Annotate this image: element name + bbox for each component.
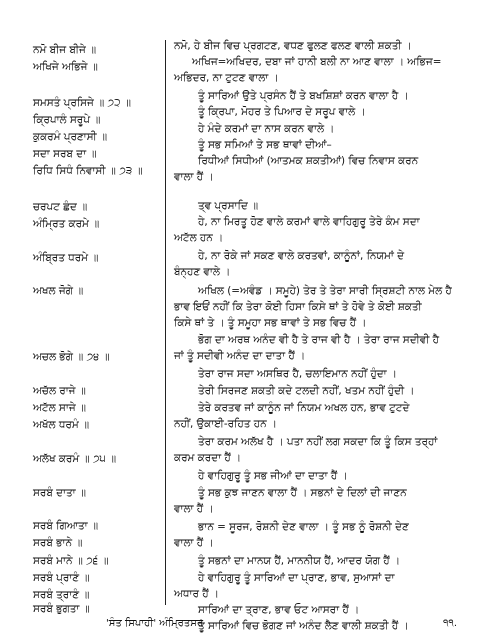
term-line: ਸਰਬੰ ਪ੍ਰਾਣੰ ॥ xyxy=(33,572,90,584)
explanation-line: ਭਾਨ = ਸੂਰਜ, ਰੋਸ਼ਨੀ ਦੇਣ ਵਾਲਾ । ਤੂੰ ਸਭ ਨੂੰ ਰੋਸ਼ਨੀ ਦੇਣ xyxy=(198,521,409,533)
explanation-line: ਤੂੰ ਸਭਨਾਂ ਦਾ ਮਾਨਯ ਹੈਂ, ਮਾਨਨੀਯ ਹੈਂ, ਆਦਰ ਯੋਗ ਹੈਂ । xyxy=(198,555,400,567)
term-line: ਕ੍ਰਿਪਾਲੰ ਸਰੂਪੇ ॥ xyxy=(33,114,101,126)
explanation-line: ਹੇ ਵਾਹਿਗੁਰੂ ਤੂੰ ਸਾਰਿਆਂ ਦਾ ਪ੍ਰਾਣ, ਭਾਵ, ਸੁਆਸਾਂ ਦਾ xyxy=(198,572,395,584)
explanation-line: ਅਖਿਜ=ਅਖਿਦਰ, ਦਬਾ ਜਾਂ ਹਾਨੀ ਬਲੀ ਨਾ ਆਣ ਵਾਲਾ । ਅਭਿਜ= xyxy=(192,56,442,68)
term-line: ਸਰਬੰ ਭਾਨੇ ॥ xyxy=(33,537,83,549)
explanation-line: ਵਾਲਾ ਹੈਂ । xyxy=(174,171,214,183)
term-line: ਕੁਕਰਮੰ ਪ੍ਰਣਾਸੀ ॥ xyxy=(33,131,107,143)
explanation-line: ਤੇਰਾ ਰਾਜ ਸਦਾ ਅਸਥਿਰ ਹੈ, ਚਲਾਇਮਾਨ ਨਹੀਂ ਹੁੰਦਾ । xyxy=(198,368,397,380)
explanation-line: ਅਧਾਰ ਹੈਂ । xyxy=(174,588,219,600)
term-line: ਅਖਲ ਜੋਗੇ ॥ xyxy=(33,285,84,297)
explanation-line: ਵਾਲਾ ਹੈਂ । xyxy=(174,537,214,549)
term-line: ਅਚਲ ਭੋਗੇ ॥ ੭੪ ॥ xyxy=(33,351,110,363)
term-line: ਰਿਧਿ ਸਿਧੰ ਨਿਵਾਸੀ ॥ ੭੩ ॥ xyxy=(33,165,143,177)
explanation-line: ਅਖਿਲ (=ਅਵੰਡ । ਸਮੂਹੇ) ਤੇਰ ਤੇ ਤੇਰਾ ਸਾਰੀ ਸ੍ਰਿਸ਼ਟੀ ਨਾਲ ਮੇਲ ਹੈ xyxy=(198,285,452,297)
explanation-line: ਤੇਰੀ ਸਿਰਜਣ ਸ਼ਕਤੀ ਕਦੇ ਟਲਦੀ ਨਹੀਂ, ਖਤਮ ਨਹੀਂ ਹੁੰਦੀ । xyxy=(198,385,415,397)
term-line: ਸਰਬੰ ਤ੍ਰਾਣੰ ॥ xyxy=(33,589,90,601)
explanation-line: ਹੇ ਵਾਹਿਗੁਰੂ ਤੂੰ ਸਭ ਜੀਆਂ ਦਾ ਦਾਤਾ ਹੈਂ । xyxy=(198,470,348,482)
term-line: ਸਰਬੰ ਮਾਨੇ ॥ ੭੬ ॥ xyxy=(33,555,109,567)
explanation-line: ਤ੍ਵ ਪ੍ਰਸਾਦਿ ॥ xyxy=(198,200,259,212)
explanation-line: ਭਾਵ ਇਓਂ ਨਹੀਂ ਕਿ ਤੇਰਾ ਕੋਈ ਹਿਸਾ ਕਿਸੇ ਥਾਂ ਤੇ ਹੋਵੇ ਤੇ ਕੋਈ ਸ਼ਕਤੀ xyxy=(174,301,422,313)
explanation-line: ਅਟੱਲ ਹਨ । xyxy=(174,232,224,244)
explanation-line: ਹੇ, ਨਾ ਰੋਕੇ ਜਾਂ ਸਕਣ ਵਾਲੇ ਕਰਤਵਾਂ, ਕਾਨੂੰਨਾਂ, ਨਿਯਮਾਂ ਦੇ xyxy=(198,250,404,262)
explanation-line: ਤੂੰ ਸਭ ਕੁਝ ਜਾਣਨ ਵਾਲਾ ਹੈਂ । ਸਭਨਾਂ ਦੇ ਦਿਲਾਂ ਦੀ ਜਾਣਨ xyxy=(198,487,407,499)
footer-book-title: 'ਸੰਤ ਸਿਪਾਹੀ' ਅੰਮ੍ਰਿਤਸਰ xyxy=(106,618,204,629)
explanation-line: ਤੇਰੇ ਕਰਤਵ ਜਾਂ ਕਾਨੂੰਨ ਜਾਂ ਨਿਯਮ ਅਖਲ ਹਨ, ਭਾਵ ਟੁਟਦੇ xyxy=(198,402,410,414)
term-line: ਸਰਬੰ ਗਿਆਤਾ ॥ xyxy=(33,520,98,532)
term-line: ਅੰਬ੍ਰਿਤ ਧਰਮੇ ॥ xyxy=(33,252,99,264)
explanation-line: ਰਿਧੀਆਂ ਸਿਧੀਆਂ (ਆਤਮਕ ਸ਼ਕਤੀਆਂ) ਵਿਚ ਨਿਵਾਸ ਕਰਨ xyxy=(198,155,419,167)
explanation-line: ਭੋਗ ਦਾ ਅਰਥ ਅਨੰਦ ਵੀ ਹੈ ਤੇ ਰਾਜ ਵੀ ਹੈ । ਤੇਰਾ ਰਾਜ ਸਦੀਵੀ ਹੈ xyxy=(198,334,440,346)
term-line: ਸਮਸਤੰ ਪ੍ਰਸਿਜੇ ॥ ੭੨ ॥ xyxy=(33,97,131,109)
term-line: ਅਚੱਲ ਰਾਜੇ ॥ xyxy=(33,385,86,397)
explanation-line: ਜਾਂ ਤੂੰ ਸਦੀਵੀ ਅਨੰਦ ਦਾ ਦਾਤਾ ਹੈਂ । xyxy=(174,350,306,362)
explanation-line: ਕਰਮ ਕਰਦਾ ਹੈਂ । xyxy=(174,452,242,464)
explanation-line: ਬੰਨ੍ਹਣ ਵਾਲੇ । xyxy=(174,266,231,278)
term-line: ਸਰਬੰ ਦਾਤਾ ॥ xyxy=(33,487,86,499)
explanation-line: ਤੂੰ ਸਭ ਸਮਿਆਂ ਤੇ ਸਭ ਥਾਵਾਂ ਦੀਆਂ– xyxy=(198,139,332,151)
footer-page-number: ੧੧. xyxy=(443,618,458,629)
explanation-line: ਨਮੋ, ਹੇ ਬੀਜ ਵਿਚ ਪ੍ਰਗਟਣ, ਵਧਣ ਫੁਲਣ ਫਲਣ ਵਾਲੀ ਸ਼ਕਤੀ । xyxy=(174,40,412,52)
term-line: ਅਖਿਜੇ ਅਭਿਜੇ ॥ xyxy=(33,61,98,73)
explanation-line: ਅਭਿਦਰ, ਨਾ ਟੁਟਣ ਵਾਲਾ । xyxy=(174,72,279,84)
term-line: ਸਰਬੰ ਭੁਗਤਾ ॥ xyxy=(33,603,90,615)
term-line: ਚਰਪਟ ਛੰਦ ॥ xyxy=(33,201,88,213)
explanation-line: ਹੇ ਮੰਦੇ ਕਰਮਾਂ ਦਾ ਨਾਸ ਕਰਨ ਵਾਲੇ । xyxy=(198,123,335,135)
term-line: ਅੰਮ੍ਰਿਤ ਕਰਮੇ ॥ xyxy=(33,218,100,230)
explanation-line: ਕਿਸੇ ਥਾਂ ਤੇ । ਤੂੰ ਸਮੂਹਾ ਸਭ ਥਾਵਾਂ ਤੇ ਸਭ ਵਿਚ ਹੈਂ । xyxy=(174,317,367,329)
term-line: ਅਟੱਲ ਸਾਜੇ ॥ xyxy=(33,402,86,414)
term-line: ਅਲੱਖ ਕਰਮੰ ॥ ੭੫ ॥ xyxy=(33,453,116,465)
explanation-line: ਤੇਰਾ ਕਰਮ ਅਲੱਖ ਹੈ । ਪਤਾ ਨਹੀਂ ਲਗ ਸਕਦਾ ਕਿ ਤੂੰ ਕਿਸ ਤਰ੍ਹਾਂ xyxy=(198,436,438,448)
column-divider xyxy=(165,40,166,605)
explanation-line: ਵਾਲਾ ਹੈਂ । xyxy=(174,503,214,515)
term-line: ਸਦਾ ਸਰਬ ਦਾ ॥ xyxy=(33,148,97,160)
term-line: ਅਖੱਲ ਧਰਮੰ ॥ xyxy=(33,419,89,431)
explanation-line: ਨਹੀਂ, ਉਕਾਈ-ਰਹਿਤ ਹਨ । xyxy=(174,418,277,430)
explanation-line: ਤੂੰ ਸਾਰਿਆਂ ਵਿਚ ਭੋਗਣ ਜਾਂ ਅਨੰਦ ਲੈਣ ਵਾਲੀ ਸ਼ਕਤੀ ਹੈਂ । xyxy=(198,620,409,632)
explanation-line: ਸਾਰਿਆਂ ਦਾ ਤ੍ਰਾਣ, ਭਾਵ ਓਟ ਆਸਰਾ ਹੈਂ । xyxy=(198,604,360,616)
explanation-line: ਹੇ, ਨਾ ਮਿਰਤੂ ਹੋਣ ਵਾਲੇ ਕਰਮਾਂ ਵਾਲੇ ਵਾਹਿਗੁਰੂ ਤੇਰੇ ਕੰਮ ਸਦਾ xyxy=(198,216,420,228)
explanation-line: ਤੂੰ ਕ੍ਰਿਪਾ, ਮੋਹਰ ਤੇ ਪਿਆਰ ਦੇ ਸਰੂਪ ਵਾਲੇ । xyxy=(198,106,366,118)
explanation-line: ਤੂੰ ਸਾਰਿਆਂ ਉਤੇ ਪ੍ਰਸੰਨ ਹੈਂ ਤੇ ਬਖਸ਼ਿਸ਼ਾਂ ਕਰਨ ਵਾਲਾ ਹੈ । xyxy=(198,90,409,102)
term-line: ਨਮੋ ਬੀਜ ਬੀਜੇ ॥ xyxy=(33,44,97,56)
